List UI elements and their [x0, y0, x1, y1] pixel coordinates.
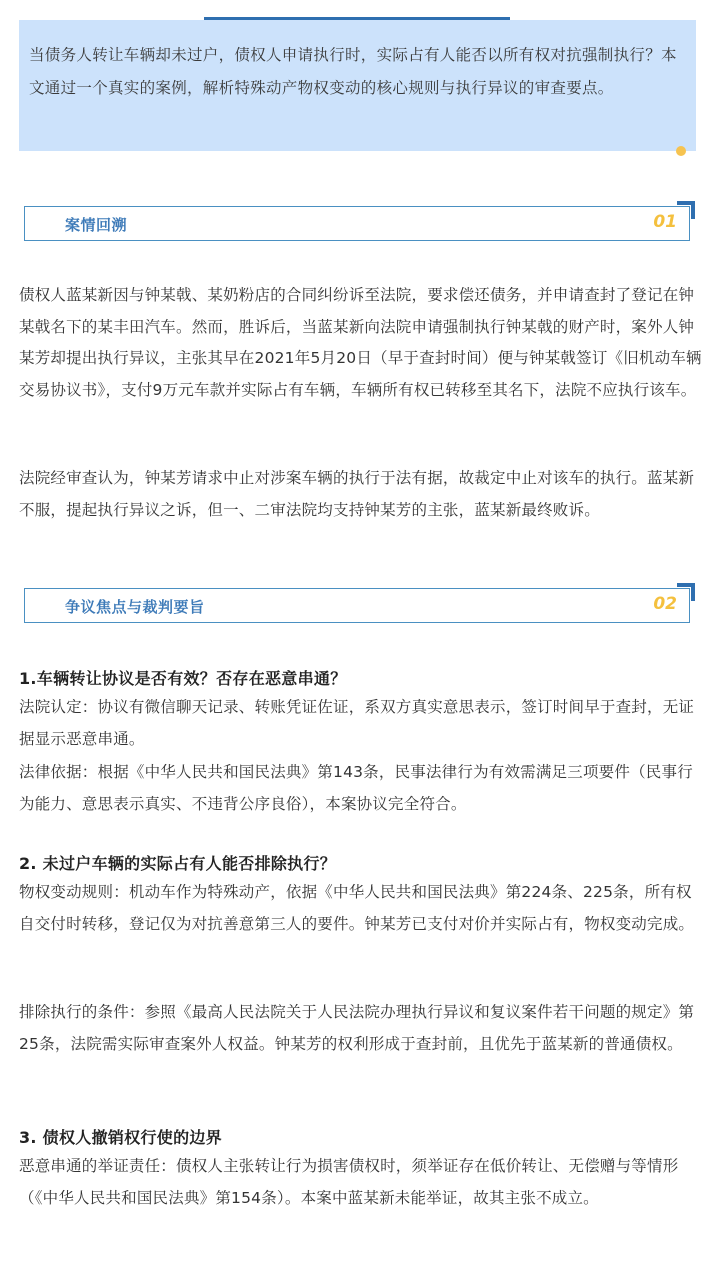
section-header-dispute-focus [24, 588, 690, 623]
point-heading: 3. 债权人撤销权行使的边界 [19, 1128, 222, 1147]
intro-text: 当债务人转让车辆却未过户，债权人申请执行时，实际占有人能否以所有权对抗强制执行？本文通过一个真实的案例，解析特殊动产物权变动的核心规则与执行异议的审查要点。 [29, 46, 677, 97]
point-paragraph: 恶意串通的举证责任：债权人主张转让行为损害债权时，须举证存在低价转让、无偿赠与等情形（《中华人民共和国民法典》第154条）。本案中蓝某新未能举证，故其主张不成立。 [19, 1157, 679, 1207]
section-number: 02 [653, 594, 677, 614]
point-heading: 1.车辆转让协议是否有效？否存在恶意串通？ [19, 669, 347, 688]
section-title: 案情回溯 [65, 216, 128, 234]
point-paragraph: 物权变动规则：机动车作为特殊动产，依据《中华人民共和国民法典》第224条、225条，所有权自交付时转移，登记仅为对抗善意第三人的要件。钟某芳已支付对价并实际占有，物权变动完成。 [19, 883, 695, 933]
section-number: 01 [653, 212, 677, 232]
point-heading: 2. 未过户车辆的实际占有人能否排除执行？ [19, 854, 337, 873]
corner-bracket-decoration [677, 583, 695, 601]
corner-bracket-decoration [677, 201, 695, 219]
point-paragraph: 排除执行的条件：参照《最高人民法院关于人民法院办理执行异议和复议案件若干问题的规定》第25条，法院需实际审查案外人权益。钟某芳的权利形成于查封前，且优先于蓝某新的普通债权。 [19, 1003, 695, 1053]
point-paragraph: 法律依据：根据《中华人民共和国民法典》第143条，民事法律行为有效需满足三项要件（民事行为能力、意思表示真实、不违背公序良俗），本案协议完全符合。 [19, 763, 693, 813]
case-paragraph: 法院经审查认为，钟某芳请求中止对涉案车辆的执行于法有据，故裁定中止对该车的执行。蓝某新不服，提起执行异议之诉，但一、二审法院均支持钟某芳的主张，蓝某新最终败诉。 [19, 469, 695, 519]
section-header-case-review [24, 206, 690, 241]
intro-box [19, 20, 696, 151]
intro-dot-decoration [676, 146, 686, 156]
point-paragraph: 法院认定：协议有微信聊天记录、转账凭证佐证，系双方真实意思表示，签订时间早于查封，无证据显示恶意串通。 [19, 698, 695, 748]
section-title: 争议焦点与裁判要旨 [65, 598, 205, 616]
case-paragraph: 债权人蓝某新因与钟某戟、某奶粉店的合同纠纷诉至法院，要求偿还债务，并申请查封了登记在钟某戟名下的某丰田汽车。然而，胜诉后，当蓝某新向法院申请强制执行钟某戟的财产时，案外人钟某芳却提出执行异议，主张其早在2021年5月20日（早于查封时间）便与钟某戟签订《旧机动车辆交易协议书》，支付9万元车款并实际占有车辆，车辆所有权已转移至其名下，法院不应执行该车。 [19, 286, 702, 399]
